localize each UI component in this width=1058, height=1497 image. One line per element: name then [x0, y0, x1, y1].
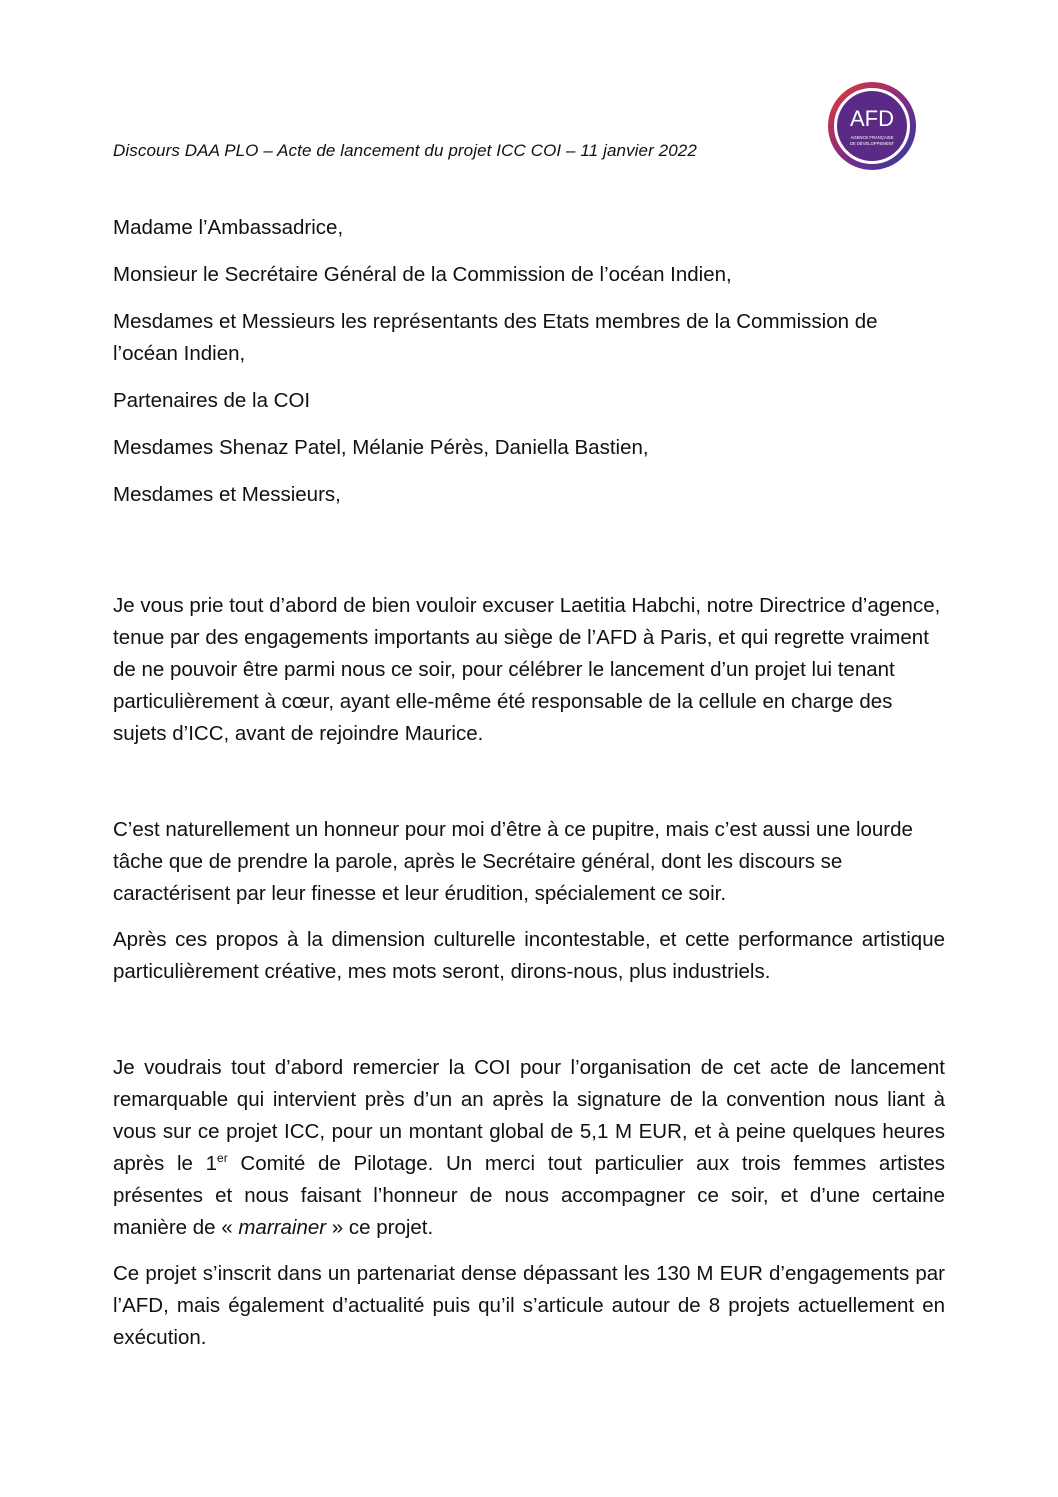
salutation-line: Monsieur le Secrétaire Général de la Commission de l’océan Indien,: [113, 263, 732, 286]
salutation-line: Mesdames Shenaz Patel, Mélanie Pérès, Daniella Bastien,: [113, 436, 649, 459]
paragraph-propos: Après ces propos à la dimension culturelle incontestable, et cette performance artistique particulièrement créative, mes mots seront, dirons-nous, plus industriels.: [113, 928, 945, 983]
paragraph-excuse: Je vous prie tout d’abord de bien vouloir excuser Laetitia Habchi, notre Directrice d’agence, tenue par des engagements importants au siège de l’AFD à Paris, et qui regrette vraiment de ne pouvoir être parmi nous ce soir, pour célébrer le lancement d’un projet lui tenant particulièrement à cœur, ayant elle-même été responsable de la cellule en charge des sujets d’ICC, avant de rejoindre Maurice.: [113, 594, 941, 745]
salutation-line: Mesdames et Messieurs,: [113, 483, 341, 506]
salutation-line: Partenaires de la COI: [113, 389, 311, 412]
paragraph-text: Je voudrais tout d’abord remercier la COI pour l’organisation de cet acte de lancement remarquable qui intervient près d’un an après la signature de la convention nous liant à vous sur ce projet ICC, pour un montant global de 5,1 M EUR, et à peine quelques heures après le 1: [113, 1056, 945, 1175]
salutation-line: Mesdames et Messieurs les représentants des Etats membres de la Commission de l’océan Indien,: [113, 310, 878, 365]
paragraph-text: » ce projet.: [326, 1216, 434, 1239]
logo-subtext-1: AGENCE FRANÇAISE: [850, 135, 894, 140]
emphasis-text: marrainer: [238, 1216, 327, 1239]
document-header: Discours DAA PLO – Acte de lancement du projet ICC COI – 11 janvier 2022: [113, 141, 697, 160]
spacer: [113, 750, 945, 814]
salutations: [113, 212, 945, 511]
salutation-line: Madame l’Ambassadrice,: [113, 216, 344, 239]
paragraph-remerciements: [113, 1052, 945, 1244]
logo-text: AFD: [850, 106, 894, 131]
afd-logo: [826, 80, 918, 172]
paragraph-honneur: C’est naturellement un honneur pour moi d’être à ce pupitre, mais c’est aussi une lourde tâche que de prendre la parole, après le Secrétaire général, dont les discours se caractérisent par leur finesse et leur érudition, spécialement ce soir.: [113, 818, 913, 905]
spacer: [113, 988, 945, 1052]
spacer: [113, 910, 945, 924]
paragraph-text: Comité de Pilotage. Un merci tout particulier aux trois femmes artistes présentes et nous faisant l’honneur de nous accompagner ce soir, et d’une certaine manière de «: [113, 1152, 945, 1239]
spacer: [113, 526, 945, 590]
superscript: er: [217, 1151, 228, 1166]
spacer: [113, 1244, 945, 1258]
logo-subtext-2: DE DÉVELOPPEMENT: [849, 141, 895, 146]
speech-body: [113, 212, 945, 1354]
paragraph-partenariat: Ce projet s’inscrit dans un partenariat dense dépassant les 130 M EUR d’engagements par l’AFD, mais également d’actualité puis qu’il s’articule autour de 8 projets actuellement en exécution.: [113, 1262, 945, 1349]
afd-logo-mark: [826, 80, 918, 172]
